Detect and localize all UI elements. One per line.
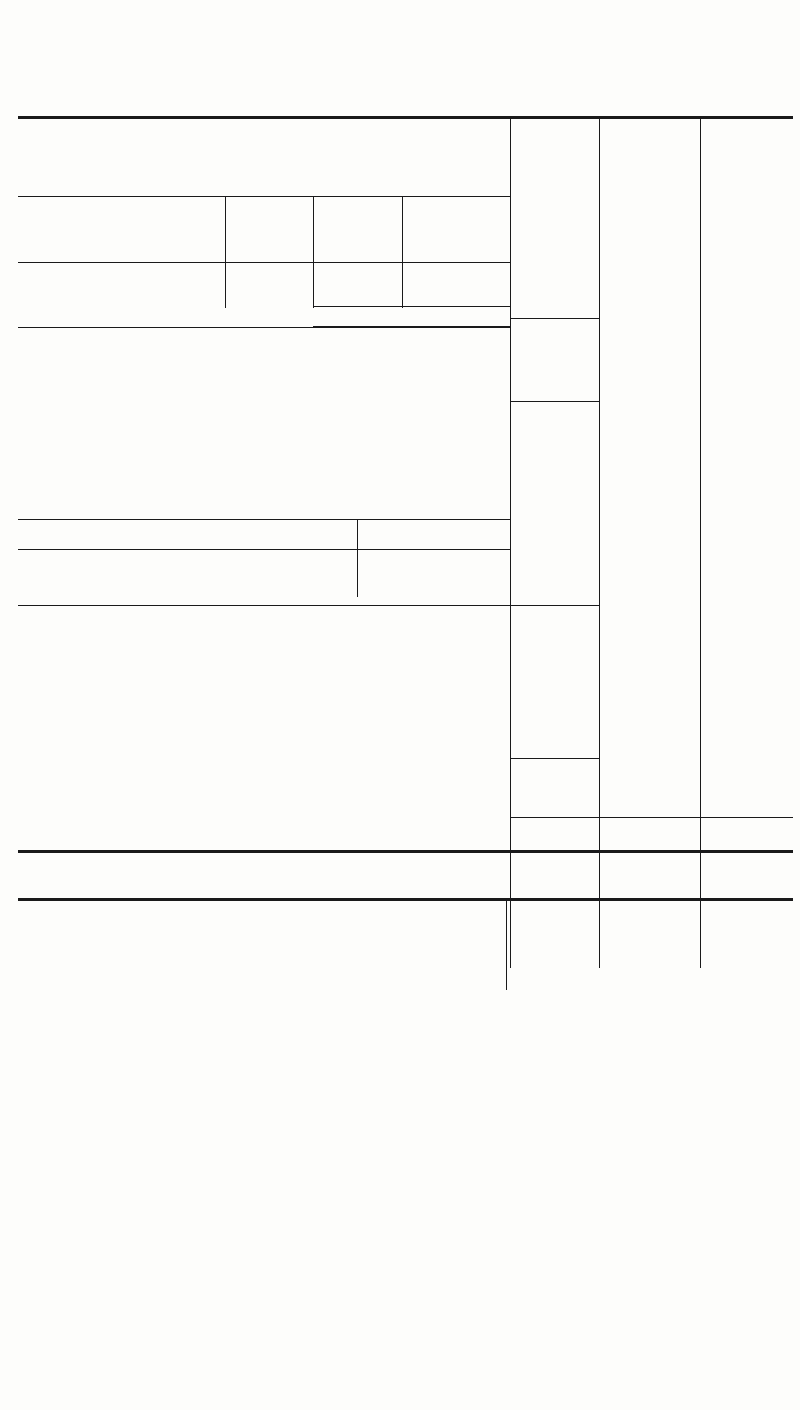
- part1-bottom-rule: [18, 850, 793, 853]
- col1-divider: [510, 118, 511, 968]
- top-rule: [18, 116, 793, 119]
- col3-divider: [700, 118, 701, 968]
- part2-top-rule: [18, 898, 793, 901]
- col2-divider: [599, 118, 600, 968]
